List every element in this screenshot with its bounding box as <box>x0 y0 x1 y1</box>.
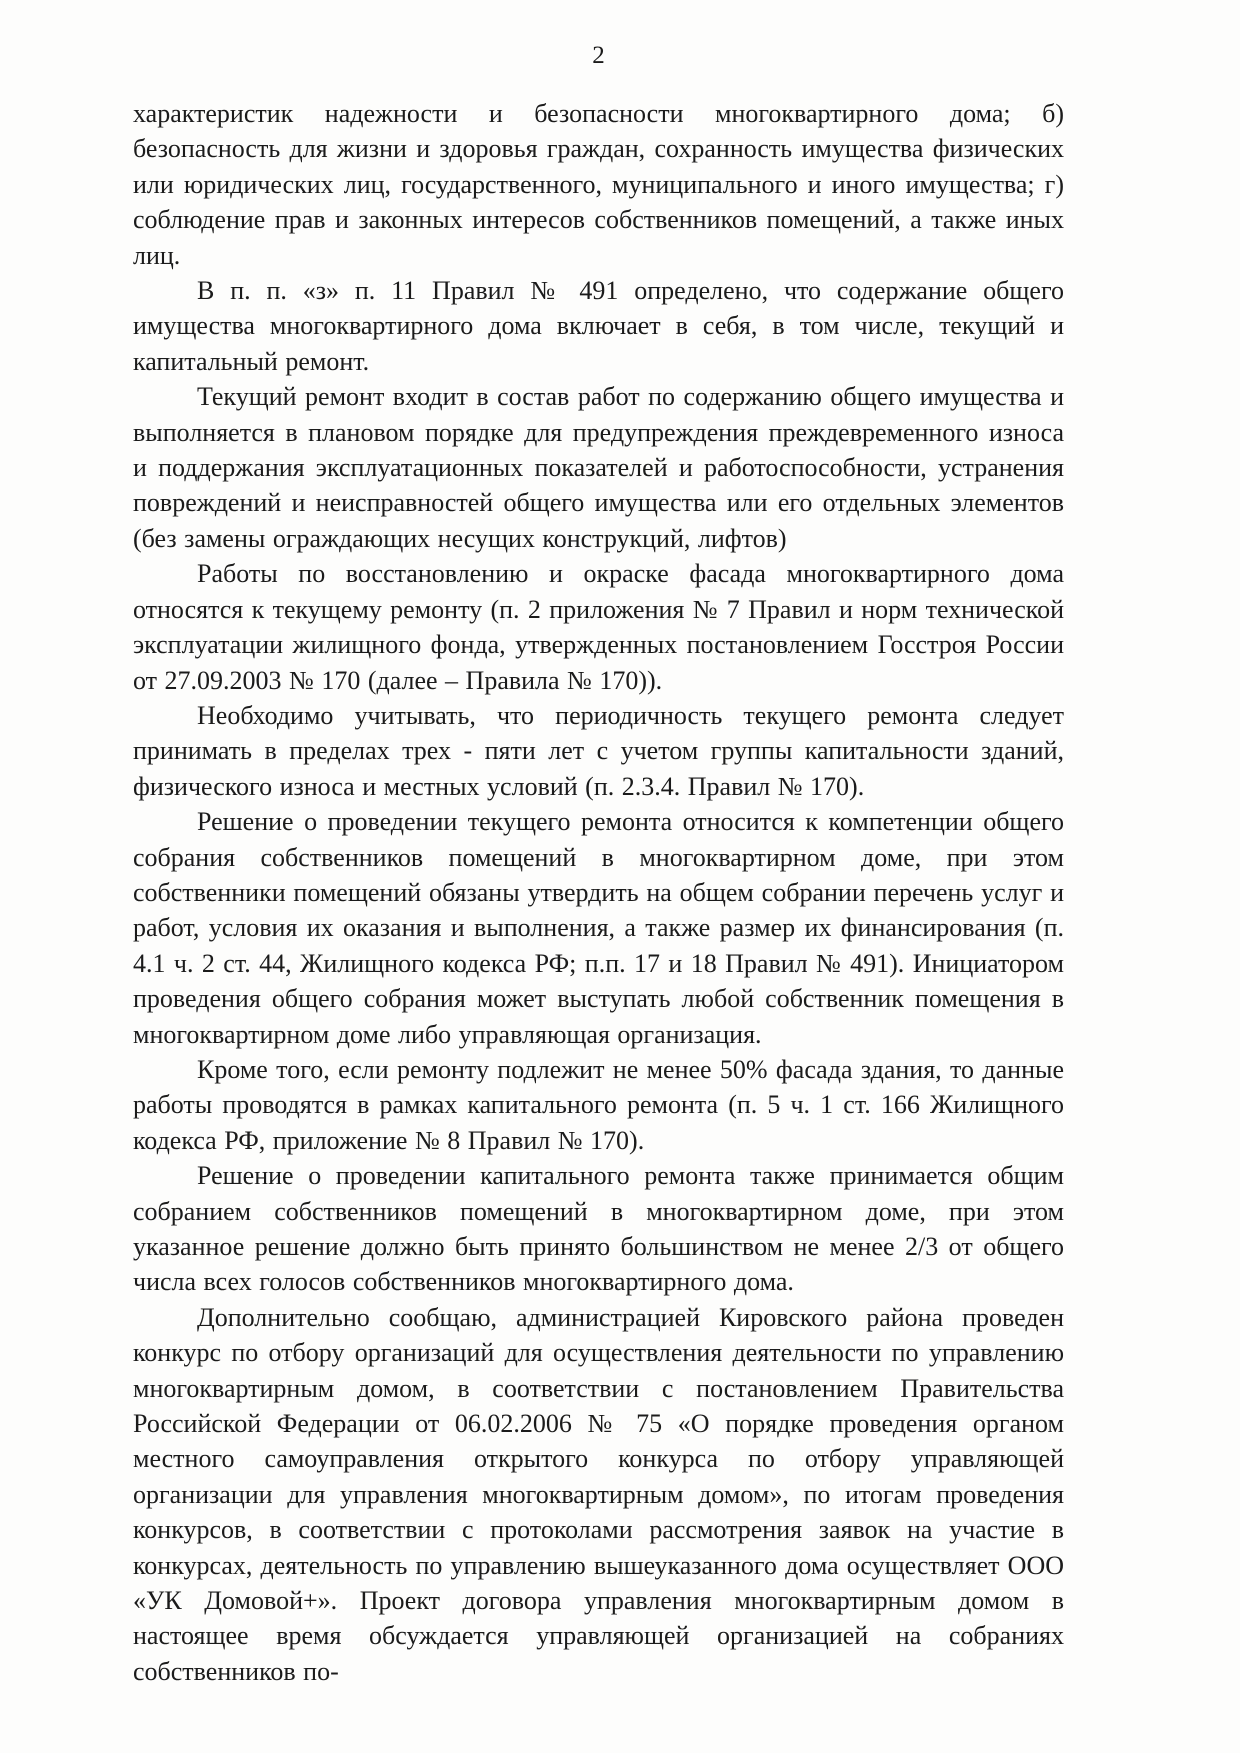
page-number: 2 <box>592 42 605 69</box>
paragraph: Текущий ремонт входит в состав работ по содержанию общего имущества и выполняется в плановом порядке для предупреждения преждевременного износа и поддержания эксплуатационных показателей и работоспособности, устранения повреждений и неисправностей общего имущества или его отдельных элементов (без замены ограждающих несущих конструкций, лифтов) <box>133 382 1064 553</box>
paragraph: Кроме того, если ремонту подлежит не менее 50% фасада здания, то данные работы проводятся в рамках капитального ремонта (п. 5 ч. 1 ст. 166 Жилищного кодекса РФ, приложение № 8 Правил № 170). <box>133 1054 1064 1155</box>
paragraph: В п. п. «з» п. 11 Правил № 491 определено, что содержание общего имущества многоквартирного дома включает в себя, в том числе, текущий и капитальный ремонт. <box>133 276 1064 376</box>
paragraph: Работы по восстановлению и окраске фасада многоквартирного дома относятся к текущему ремонту (п. 2 приложения № 7 Правил и норм технической эксплуатации жилищного фонда, утвержденных постановлением Госстроя России от 27.09.2003 № 170 (далее – Правила № 170)). <box>133 559 1064 695</box>
document-body <box>133 96 1064 1689</box>
paragraph: Дополнительно сообщаю, администрацией Кировского района проведен конкурс по отбору организаций для осуществления деятельности по управлению многоквартирным домом, в соответствии с постановлением Правительства Российской Федерации от 06.02.2006 № 75 «О порядке проведения органом местного самоуправления открытого конкурса по отбору управляющей организации для управления многоквартирным домом», по итогам проведения конкурсов, в соответствии с протоколами рассмотрения заявок на участие в конкурсах, деятельность по управлению вышеуказанного дома осуществляет ООО «УК Домовой+». Проект договора управления многоквартирным домом в настоящее время обсуждается управляющей организацией на собраниях собственников по- <box>133 1302 1064 1686</box>
paragraph: Необходимо учитывать, что периодичность текущего ремонта следует принимать в пределах трех - пяти лет с учетом группы капитальности зданий, физического износа и местных условий (п. 2.3.4. Правил № 170). <box>133 700 1064 801</box>
paragraph: Решение о проведении капитального ремонта также принимается общим собранием собственников помещений в многоквартирном доме, при этом указанное решение должно быть принято большинством не менее 2/3 от общего числа всех голосов собственников многоквартирного дома. <box>133 1161 1064 1297</box>
paragraph: Решение о проведении текущего ремонта относится к компетенции общего собрания собственников помещений в многоквартирном доме, при этом собственники помещений обязаны утвердить на общем собрании перечень услуг и работ, условия их оказания и выполнения, а также размер их финансирования (п. 4.1 ч. 2 ст. 44, Жилищного кодекса РФ; п.п. 17 и 18 Правил № 491). Инициатором проведения общего собрания может выступать любой собственник помещения в многоквартирном доме либо управляющая организация. <box>133 807 1064 1049</box>
paragraph: характеристик надежности и безопасности многоквартирного дома; б) безопасность для жизни и здоровья граждан, сохранность имущества физических или юридических лиц, государственного, муниципального и иного имущества; г) соблюдение прав и законных интересов собственников помещений, а также иных лиц. <box>133 99 1064 270</box>
